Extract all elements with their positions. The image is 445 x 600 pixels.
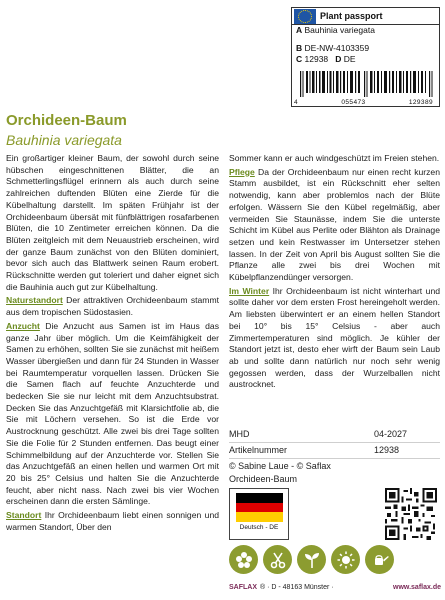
winter-heading: Im Winter [229,285,270,296]
qr-code [385,488,437,540]
eu-flag-icon [294,9,316,24]
flower-icon [229,545,258,574]
mhd-value: 04-2027 [374,429,408,439]
german-flag-icon [236,493,283,522]
barcode-digits: 4 055473 129389 [294,99,433,106]
article-number-row [229,443,440,459]
passport-line-b: B DE-NW-4103359 [296,43,370,53]
passport-line-a: A Bauhinia variegata [296,25,375,35]
mhd-row [229,427,440,443]
left-text-column [6,153,219,536]
language-label: Deutsch - DE [239,524,279,531]
mhd-label: MHD [229,429,250,439]
plant-passport [291,7,440,107]
article-number-label: Artikelnummer [229,445,288,455]
pflege-heading: Pflege [229,166,255,177]
watering-can-icon [365,545,394,574]
website-link[interactable]: www.saflax.de [393,583,441,591]
pflege-paragraph: Pflege Da der Orchideenbaum nur einen recht kurzen Stamm ausbildet, ist ein Rückschnitt eher selten notwendig, kann aber problemlos nach der Blüte erfolgen. Wässern Sie den Kübel regelmäßig, aber vermeiden Sie Staunässe, indem Sie die unterste Schicht im Kübel aus Perlite oder Blähton als Drainage setzen und kein Restwasser im Untersetzer stehen lassen. In der Zeit von April bis August sollten Sie die Pflanze alle zwei bis drei Wochen mit Kübelpflanzendünger versorgen. [229,166,440,283]
anzucht-paragraph: Anzucht Die Anzucht aus Samen ist im Haus das ganze Jahr über möglich. Um die Keimfähigkeit der Samen zu erhöhen, sollten Sie sie zunächst mit heißem Wasser übergießen und dann für 24 Stunden in Wasser bei Raumtemperatur vorquellen lassen. Drücken Sie die Samen flach auf feuchte Anzuchterde und bedecken Sie sie nur leicht mit dem Anzuchtsubstrat. Decken Sie das Anzuchtgefäß mit Klarsichtfolie ab, die Sie mit Löchern versehen. So ist die Erde vor Austrocknung geschützt. Alle zwei bis drei Tage sollten Sie die Folie für 2 Stunden entfernen. Das beugt einer Schimmelbildung auf der Anzuchterde vor. Stellen Sie das Anzuchtgefäß an einen hellen und warmen Ort mit 20 bis 25° Celsius und halten Sie die Anzuchterde feucht, aber nicht nass. Nach zwei bis vier Wochen erscheinen dann die ersten Sämlinge. [6,320,219,507]
standort-continued: Sommer kann er auch windgeschützt im Freien stehen. [229,153,440,163]
plant-passport-title: Plant passport [320,10,383,21]
page-title: Orchideen-Baum [6,112,127,129]
plant-passport-header [292,8,439,25]
anzucht-heading: Anzucht [6,320,40,331]
brand-logo: SAFLAX [229,583,257,591]
sun-icon [331,545,360,574]
botanical-name: Bauhinia variegata [6,132,122,148]
product-info [229,427,440,486]
intro-paragraph: Ein großartiger kleiner Baum, der sowohl durch seine hübschen eingeschnittenen Blätter, die an Schmetterlingsflügel erinnern als auch durch seine zahlreichen duftenden Blüten eine Zierde für die Kübelhaltung darstellt. Im späten Frühjahr ist der Orchideenbaum übersät mit fünfblättrigen rosafarbenen Blüten, die 10 Zentimeter erreichen können. Da die Blüten zeitgleich mit dem Neuaustrieb erscheinen, wird der ganze Baum zunächst von den Blüten dominiert, bevor sich auch das Blattwerk seinen Raum erobert. Rückschnitte werden gut toleriert und daher eignet sich die Bauhinia auch gut zur Kübelhaltung. [6,153,219,292]
passport-line-cd: C 12938 D DE [296,54,356,64]
copyright: © Sabine Laue - © Saflax [229,461,331,471]
naturstandort-heading: Naturstandort [6,295,63,306]
product-name: Orchideen-Baum [229,474,298,484]
care-icons [229,545,394,574]
article-number-value: 12938 [374,445,400,455]
barcode [298,71,435,97]
scissors-icon [263,545,292,574]
language-flag [229,488,289,540]
footer-address: ® · D - 48163 Münster · [260,583,334,591]
standort-paragraph: Standort Ihr Orchideenbaum liebt einen sonnigen und warmen Standort, Über den [6,510,219,532]
right-text-column [229,153,440,393]
seedling-icon [297,545,326,574]
standort-heading: Standort [6,510,42,521]
footer [229,581,441,593]
naturstandort-paragraph: Naturstandort Der attraktiven Orchideenbaum stammt aus dem tropischen Südostasien. [6,295,219,318]
winter-paragraph: Im Winter Ihr Orchideenbaum ist nicht winterhart und sollte daher vor dem ersten Frost hereingeholt werden. Am liebsten überwintert er an einem hellen Standort bei 10° bis 15° Celsius - aber auch Zimmertemperaturen sind möglich. Je kühler der Standort jetzt ist, desto eher wirft der Baum sein Laub ab und sollte dann natürlich nur noch sehr wenig gegossen werden, dass der Wurzelballen nicht austrocknet. [229,285,440,390]
